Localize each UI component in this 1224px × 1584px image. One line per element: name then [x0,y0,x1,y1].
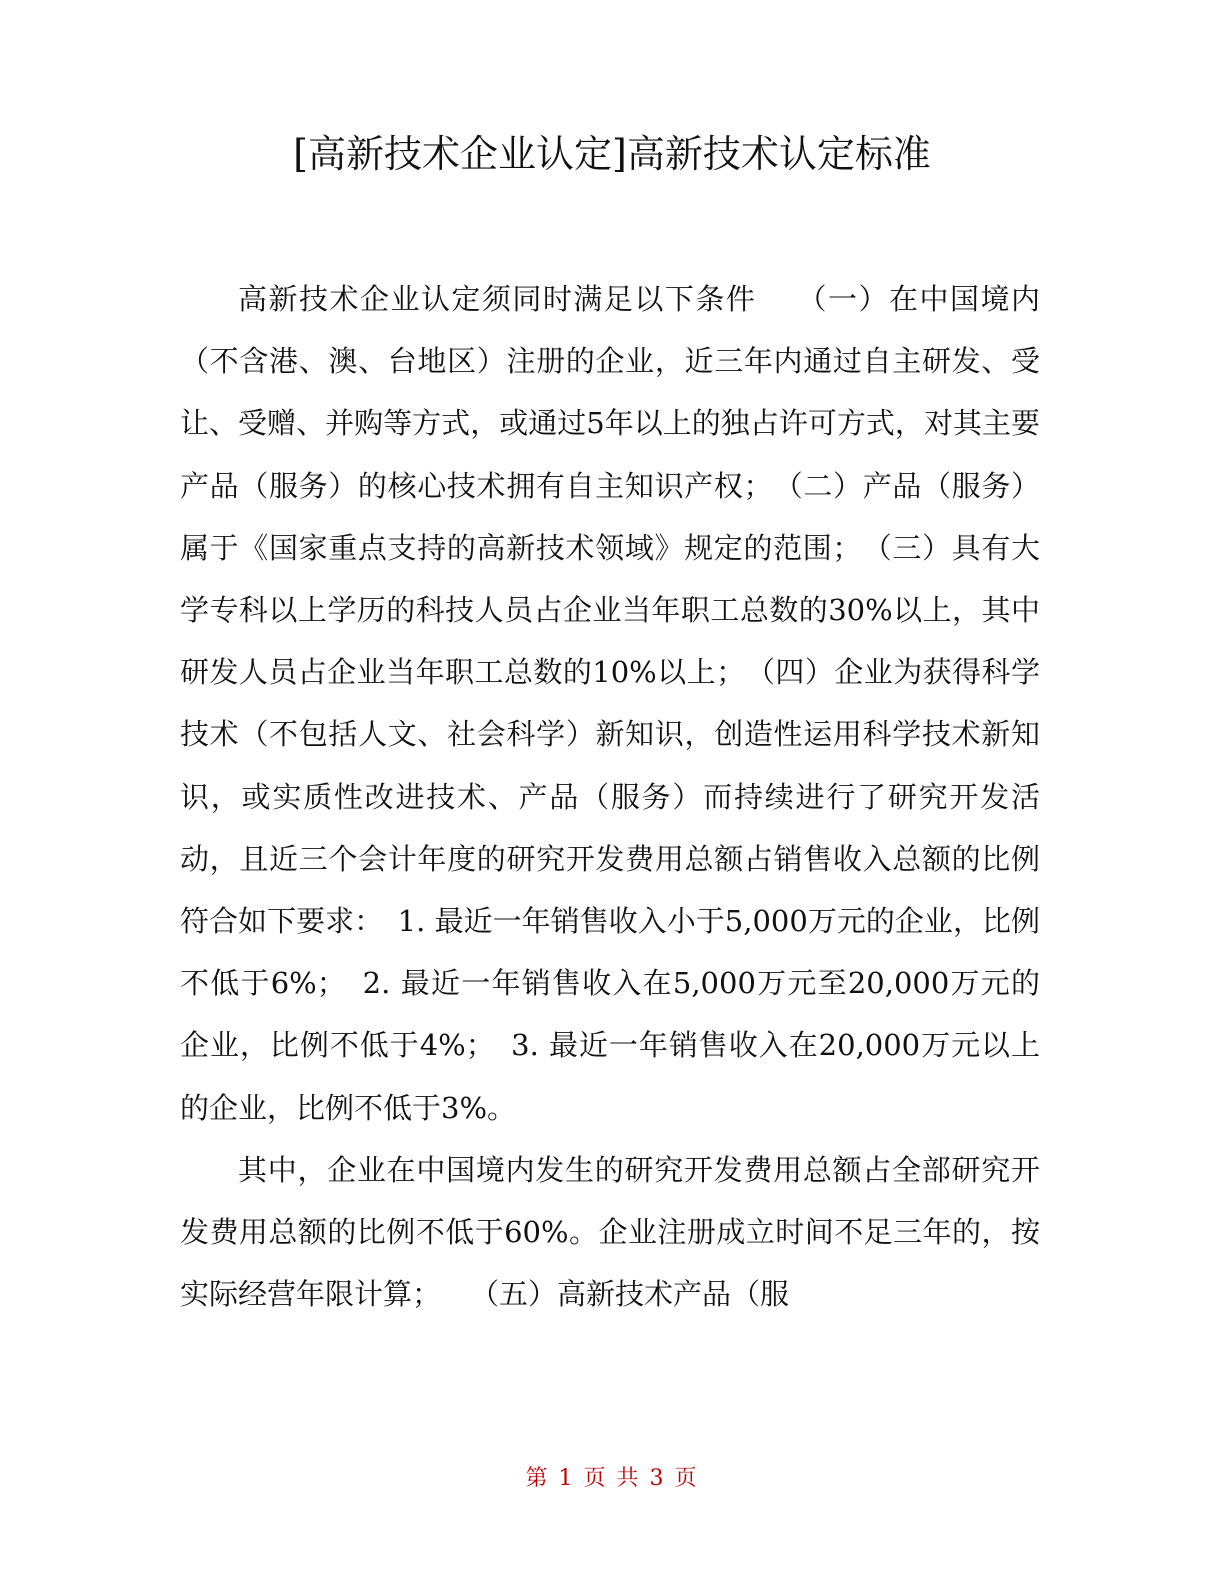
page-number-footer: 第 1 页 共 3 页 [525,1466,699,1491]
document-title: [高新技术企业认定]高新技术认定标准 [293,132,931,176]
paragraph-rd-expenses: 其中，企业在中国境内发生的研究开发费用总额占全部研究开发费用总额的比例不低于60%。企业注册成立时间不足三年的，按实际经营年限计算； （五）高新技术产品（服 [180,1152,1040,1312]
paragraph-conditions: 高新技术企业认定须同时满足以下条件 （一）在中国境内（不含港、澳、台地区）注册的企业，近三年内通过自主研发、受让、受赠、并购等方式，或通过5年以上的独占许可方式，对其主要产品（服务）的核心技术拥有自主知识产权； （二）产品（服务）属于《国家重点支持的高新技术领域》规定的范围； （三）具有大学专科以上学历的科技人员占企业当年职工总数的30%以上，其中研发人员占企业当年职工总数的10%以上； （四）企业为获得科学技术（不包括人文、社会科学）新知识，创造性运用科学技术新知识，或实质性改进技术、产品（服务）而持续进行了研究开发活动，且近三个会计年度的研究开发费用总额占销售收入总额的比例符合如下要求： 1. 最近一年销售收入小于5,000万元的企业，比例不低于6%； 2. 最近一年销售收入在5,000万元至20,000万元的企业，比例不低于4%； 3. 最近一年销售收入在20,000万元以上的企业，比例不低于3%。 [180,282,1040,1125]
document-body [180,268,1040,1325]
